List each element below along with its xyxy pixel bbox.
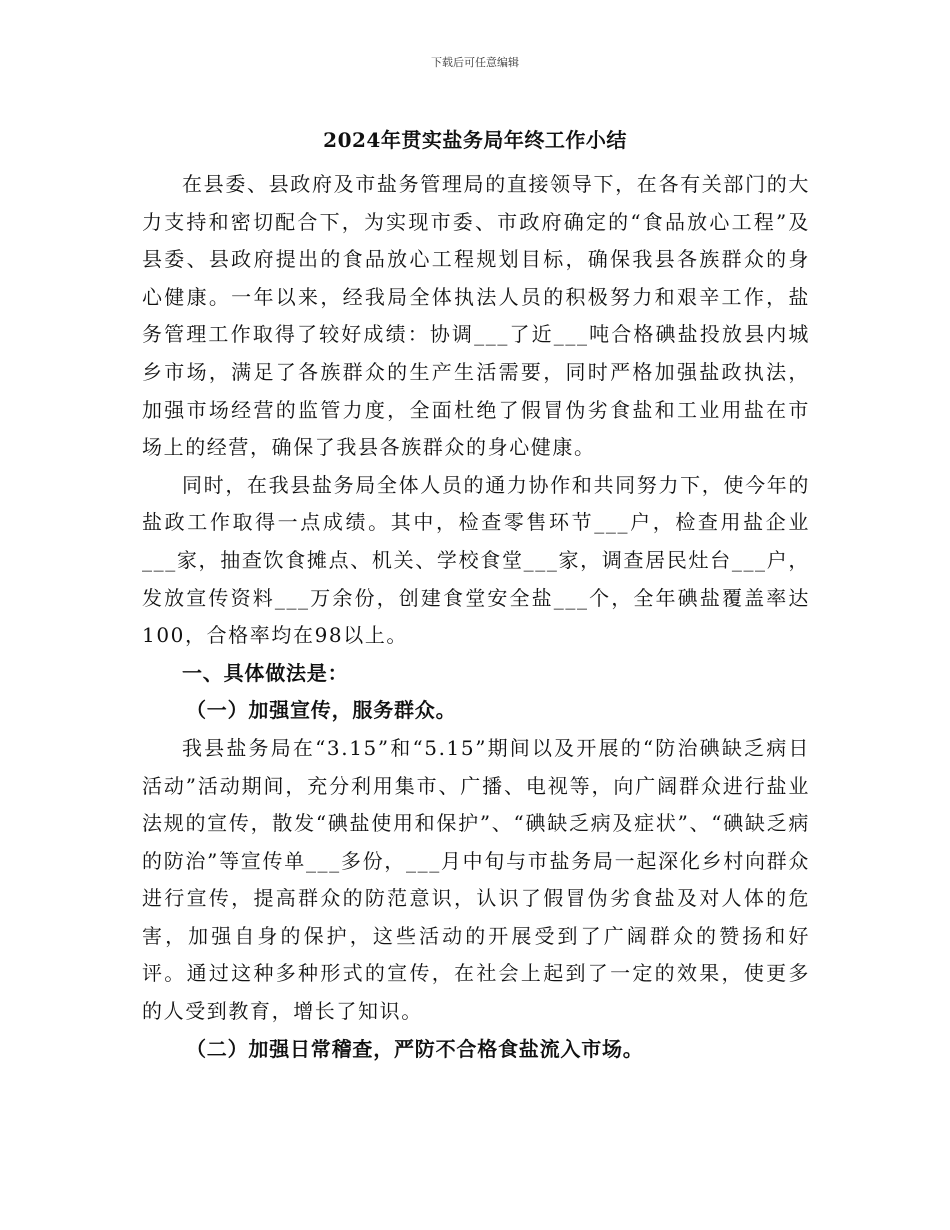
subsection-heading-inspection: （二）加强日常稽查，严防不合格食盐流入市场。	[186, 1036, 644, 1061]
header-note: 下载后可任意编辑	[431, 56, 519, 69]
paragraph-intro: 在县委、县政府及市盐务管理局的直接领导下，在各有关部门的大力支持和密切配合下，为实现市委、市政府确定的“食品放心工程”及县委、县政府提出的食品放心工程规划目标，确保我县各族群众的身心健康。一年以来，经我局全体执法人员的积极努力和艰辛工作，盐务管理工作取得了较好成绩：协调___了近___吨合格碘盐投放县内城乡市场，满足了各族群众的生产生活需要，同时严格加强盐政执法，加强市场经营的监管力度，全面杜绝了假冒伪劣食盐和工业用盐在市场上的经营，确保了我县各族群众的身心健康。	[142, 172, 810, 460]
document-title: 2024年贯实盐务局年终工作小结	[323, 128, 627, 152]
paragraph-publicity: 我县盐务局在“3.15”和“5.15”期间以及开展的“防治碘缺乏病日活动”活动期间，充分利用集市、广播、电视等，向广阔群众进行盐业法规的宣传，散发“碘盐使用和保护”、“碘缺乏病及症状”、“碘缺乏病的防治”等宣传单___多份，___月中旬与市盐务局一起深化乡村向群众进行宣传，提高群众的防范意识，认识了假冒伪劣食盐及对人体的危害，加强自身的保护，这些活动的开展受到了广阔群众的赞扬和好评。通过这种多种形式的宣传，在社会上起到了一定的效果，使更多的人受到教育，增长了知识。	[142, 735, 810, 1024]
section-heading-methods: 一、具体做法是：	[182, 660, 349, 685]
subsection-heading-publicity: （一）加强宣传，服务群众。	[186, 698, 457, 723]
document-body	[142, 166, 810, 1068]
paragraph-results: 同时，在我县盐务局全体人员的通力协作和共同努力下，使今年的盐政工作取得一点成绩。其中，检查零售环节___户，检查用盐企业___家，抽查饮食摊点、机关、学校食堂___家，调查居民灶台___户，发放宣传资料___万余份，创建食堂安全盐___个，全年碘盐覆盖率达100，合格率均在98以上。	[142, 472, 810, 648]
